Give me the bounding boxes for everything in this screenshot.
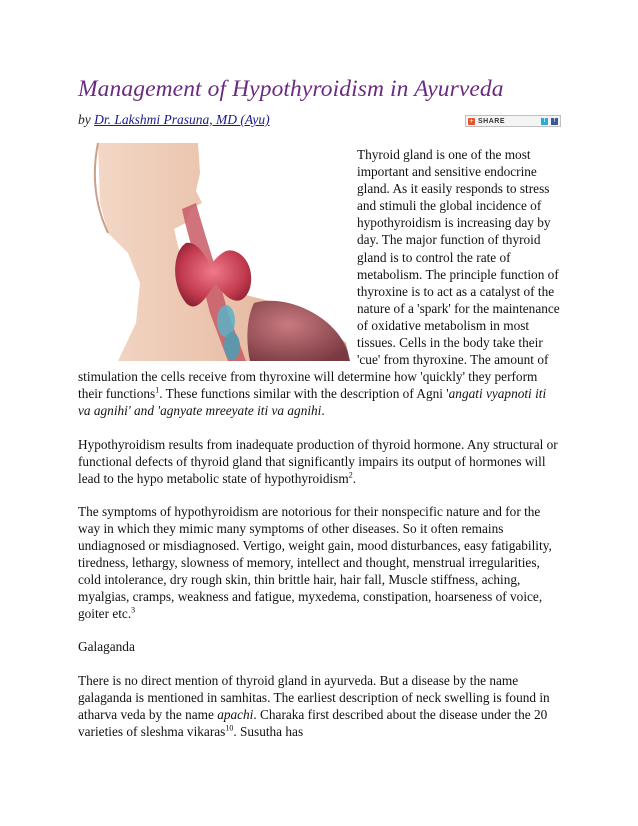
paragraph-intro-text: Thyroid gland is one of the most important and sensitive endocrine gland. As it easily responds to stress and stimuli the global incidence of hypothyroidism is increasing day by day. The major function of thyroid gland is to control the rate of metabolism. The principle function of thyroxine is to act as a catalyst of the nature of a 'spark' for the maintenance of oxidative metabolism in most tissues. Cells in the body take their 'cue' from thyroxine. The amount of stimulation the cells receive from thyroxine will determine how 'quickly' they perform their functions: [78, 147, 560, 402]
article-title: Management of Hypothyroidism in Ayurveda: [78, 76, 504, 102]
paragraph-galaganda: [78, 672, 560, 740]
figure-spacer: [78, 146, 357, 360]
paragraph-hypothyroidism: [78, 436, 560, 487]
agni-quote: angati vyapnoti iti va agnihi' and 'agnyate mreeyate iti va agnihi: [78, 386, 547, 419]
author-link[interactable]: Dr. Lakshmi Prasuna, MD (Ayu): [94, 112, 270, 127]
share-label: SHARE: [478, 117, 506, 125]
reference-10: 10: [225, 723, 234, 733]
reference-3: 3: [131, 605, 136, 615]
facebook-icon: f: [551, 118, 558, 125]
paragraph-galaganda-mid: . Charaka first described about the disease under the 20 varieties of sleshma vikaras: [78, 706, 548, 739]
paragraph-hypothyroidism-text: Hypothyroidism results from inadequate production of thyroid hormone. Any structural or functional defects of thyroid gland that significantly impairs its output of hormones will lead to the hypo metabolic state of hypothyroidism: [78, 436, 558, 486]
paragraph-intro: [78, 146, 560, 420]
share-button[interactable]: [465, 115, 561, 127]
paragraph-symptoms: [78, 503, 560, 623]
paragraph-hypothyroidism-end: .: [352, 470, 357, 486]
reference-2: 2: [348, 470, 353, 480]
byline: [78, 112, 270, 128]
addthis-plus-icon: +: [469, 117, 474, 125]
twitter-icon: t: [541, 118, 548, 125]
paragraph-intro-tail: . These functions similar with the description of Agni ': [159, 386, 449, 402]
paragraph-symptoms-text: The symptoms of hypothyroidism are notorious for their nonspecific nature and for the way in which they mimic many symptoms of other diseases. So it often remains undiagnosed or misdiagnosed. Vertigo, weight gain, mood disturbances, easy fatigability, tiredness, lethargy, slowness of memory, intellect and thought, menstrual irregularities, cold intolerance, dry rough skin, thin brittle hair, hair fall, Muscle stiffness, aching, myalgias, cramps, weakness and fatigue, myxedema, constipation, hoarseness of voice, goiter etc.: [78, 503, 552, 622]
byline-prefix: by: [78, 112, 91, 127]
paragraph-galaganda-end: . Susutha has: [233, 723, 304, 739]
section-heading-galaganda: Galaganda: [78, 639, 135, 655]
paragraph-intro-end: .: [321, 403, 325, 419]
apachi-term: apachi: [217, 706, 254, 722]
reference-1: 1: [155, 385, 160, 395]
article-body: [78, 146, 560, 756]
paragraph-galaganda-text: There is no direct mention of thyroid gland in ayurveda. But a disease by the name galaganda is mentioned in samhitas. The earliest description of neck swelling is found in atharva veda by the name: [78, 672, 550, 722]
